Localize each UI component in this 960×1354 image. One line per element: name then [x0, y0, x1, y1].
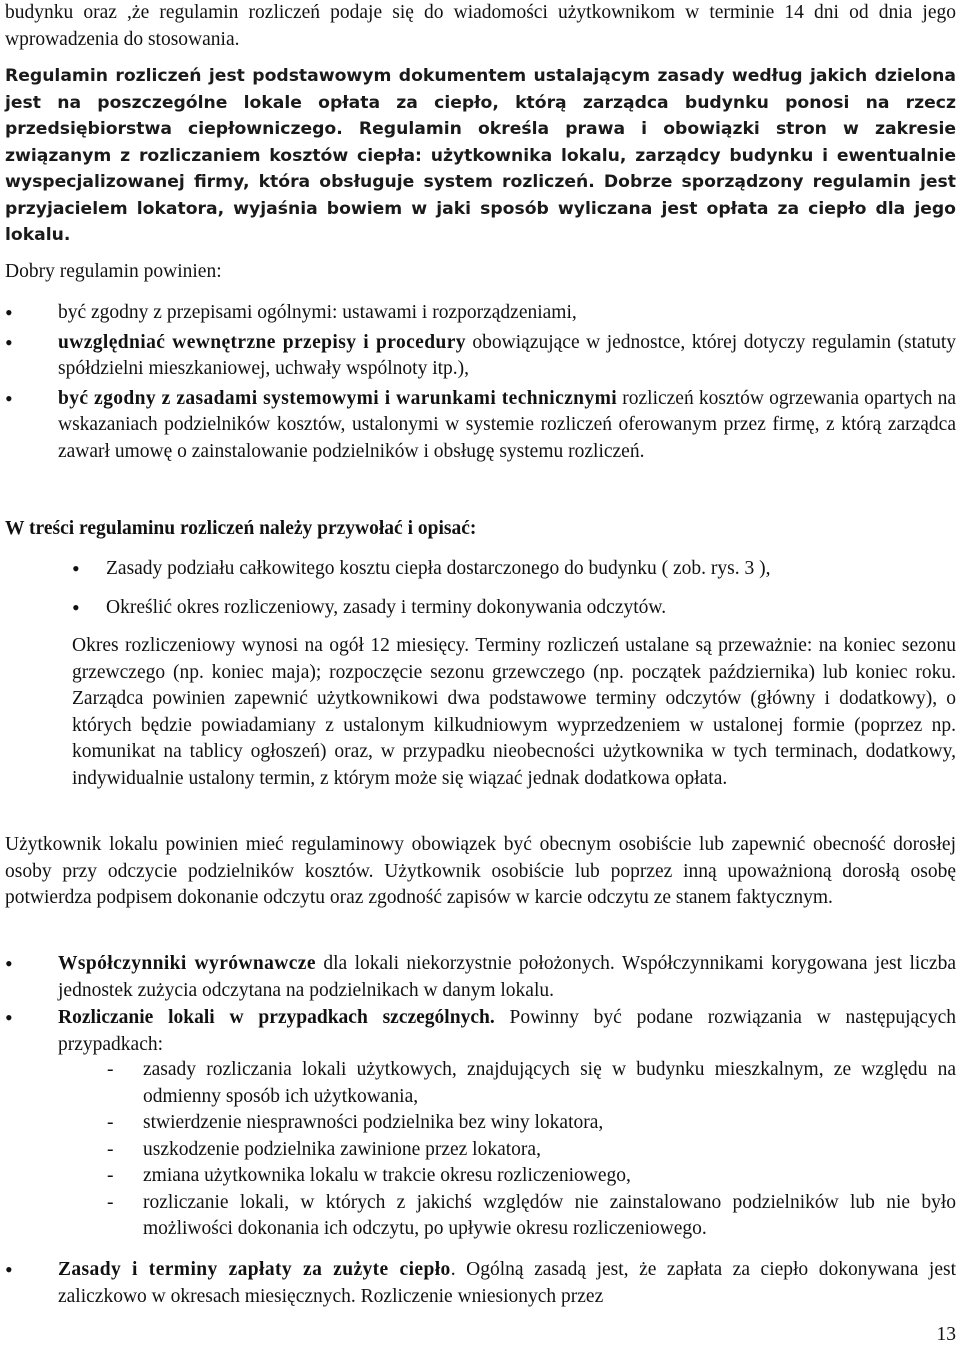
user-paragraph: Użytkownik lokalu powinien mieć regulaminowy obowiązek być obecnym osobiście lub zapewnić obecność dorosłej osoby przy odczycie podzielników kosztów. Użytkownik osobiście lub poprzez inną upoważnioną dorosłą osobę potwierdza podpisem dokonanie odczytu oraz zgodność zapisów w karcie odczytu ze stanem faktycznym.: [5, 834, 956, 908]
dash-marker: -: [107, 1165, 114, 1186]
list-item: [5, 1005, 956, 1058]
list-item-text: rozliczanie lokali, w których z jakichś względów nie zainstalowano podzielników lub nie było możliwości dokonania ich odczytu, po upływie okresu rozliczeniowego.: [143, 1191, 956, 1239]
list-item: [5, 300, 956, 327]
section-items-list: [72, 556, 956, 621]
list-item-text: Zasady podziału całkowitego kosztu ciepła dostarczonego do budynku ( zob. rys. 3 ),: [106, 558, 771, 579]
list-item-text: stwierdzenie niesprawności podzielnika bez winy lokatora,: [143, 1112, 604, 1133]
page-number: 13: [936, 1323, 956, 1345]
bullet-icon: •: [5, 385, 13, 411]
bullet-icon: •: [5, 1005, 13, 1030]
list-item-text: dla lokali niekorzystnie położonych. Współczynnikami korygowana jest liczba jednostek zużycia odczytana na podzielnikach w danym lokalu.: [58, 953, 956, 1001]
list-item-text: zmiana użytkownika lokalu w trakcie okresu rozliczeniowego,: [143, 1165, 631, 1186]
list-item-text: zasady rozliczania lokali użytkowych, znajdujących się w budynku mieszkalnym, ze względu na odmienny sposób ich użytkowania,: [143, 1059, 956, 1107]
list-item-bold: Rozliczanie lokali w przypadkach szczególnych.: [58, 1007, 495, 1028]
section-heading: W treści regulaminu rozliczeń należy przywołać i opisać:: [5, 518, 477, 539]
list-item-bold: być zgodny z zasadami systemowymi i warunkami technicznymi: [58, 387, 618, 409]
list-item: [107, 1137, 956, 1164]
list-item-text: uszkodzenie podzielnika zawinione przez lokatora,: [143, 1138, 541, 1160]
list-item-text: być zgodny z przepisami ogólnymi: ustawami i rozporządzeniami,: [58, 302, 577, 323]
good-rules-label: Dobry regulamin powinien:: [5, 261, 222, 282]
list-item: [107, 1190, 956, 1243]
list-item-text: Powinny być podane rozwiązania w następujących przypadkach:: [58, 1007, 956, 1055]
list-item-bold: Zasady i terminy zapłaty za zużyte ciepło: [58, 1259, 451, 1280]
good-rules-list: [5, 300, 956, 465]
period-paragraph: Okres rozliczeniowy wynosi na ogół 12 miesięcy. Terminy rozliczeń ustalane są przeważnie: na koniec sezonu grzewczego (np. koniec maja); rozpoczęcie sezonu grzewczego (np. początek października) lub koniec roku. Zarządca powinien zapewnić użytkownikowi dwa podstawowe terminy odczytów (główny i dodatkowy), o których będzie powiadamiany z ustalonym kilkudniowym wyprzedzeniem w ustalonej formie (poprzez np. komunikat na tablicy ogłoszeń) oraz, w przypadku nieobecności użytkownika w tych terminach, dodatkowy, indywidualnie ustalony termin, z którym może się wiązać jednak dodatkowa opłata.: [72, 635, 956, 789]
list-item: [72, 556, 956, 583]
list-item-bold: uwzględniać wewnętrzne przepisy i procedury: [58, 331, 466, 353]
list-item-text: rozliczeń kosztów ogrzewania opartych na wskazaniach podzielników kosztów, ustalonymi w systemie rozliczeń oferowanym przez firmę, z którą zarządca zawarł umowę o zainstalowanie podzielników i obsługę systemu rozliczeń.: [58, 387, 957, 462]
regulation-definition-paragraph: Regulamin rozliczeń jest podstawowym dokumentem ustalającym zasady według jakich dzielona jest na poszczególne lokale opłata za ciepło, którą zarządca budynku ponosi na rzecz przedsiębiorstwa ciepłowniczego. Regulamin określa prawa i obowiązki stron w zakresie związanym z rozliczaniem kosztów ciepła: użytkownika lokalu, zarządcy budynku i ewentualnie wyspecjalizowanej firmy, która obsługuje system rozliczeń. Dobrze sporządzony regulamin jest przyjacielem lokatora, wyjaśnia bowiem w jaki sposób wyliczana jest opłata za ciepło dla jego lokalu.: [5, 66, 956, 245]
dash-marker: -: [107, 1138, 114, 1160]
intro-paragraph-end: budynku oraz ,że regulamin rozliczeń podaje się do wiadomości użytkownikom w terminie 14 dni od dnia jego wprowadzenia do stosowania.: [5, 2, 956, 50]
dash-marker: -: [107, 1059, 114, 1080]
bullet-icon: •: [72, 556, 80, 581]
list-item: [5, 386, 956, 466]
dash-marker: -: [107, 1112, 114, 1133]
main-bullets-list: [5, 951, 956, 1058]
bullet-icon: •: [5, 1257, 13, 1282]
list-item-text: . Ogólną zasadą jest, że zapłata za ciepło dokonywana jest zaliczkowo w okresach miesięcznych. Rozliczenie wniesionych przez: [58, 1259, 956, 1307]
special-cases-list: [107, 1057, 956, 1243]
list-item: [107, 1163, 956, 1190]
list-item-text: Określić okres rozliczeniowy, zasady i terminy dokonywania odczytów.: [106, 596, 667, 618]
payment-bullet-list: [5, 1257, 956, 1310]
list-item: [5, 951, 956, 1004]
bullet-icon: •: [5, 951, 13, 976]
list-item: [107, 1110, 956, 1137]
bullet-icon: •: [5, 329, 13, 355]
list-item: [107, 1057, 956, 1110]
list-item: [72, 595, 956, 622]
bullet-icon: •: [5, 300, 13, 325]
bullet-icon: •: [72, 594, 80, 620]
list-item: [5, 330, 956, 383]
dash-marker: -: [107, 1191, 114, 1213]
list-item-bold: Współczynniki wyrównawcze: [58, 953, 316, 974]
list-item: [5, 1257, 956, 1310]
list-item-text: obowiązujące w jednostce, której dotyczy regulamin (statuty spółdzielni mieszkaniowej, uchwały wspólnoty itp.),: [58, 331, 956, 379]
